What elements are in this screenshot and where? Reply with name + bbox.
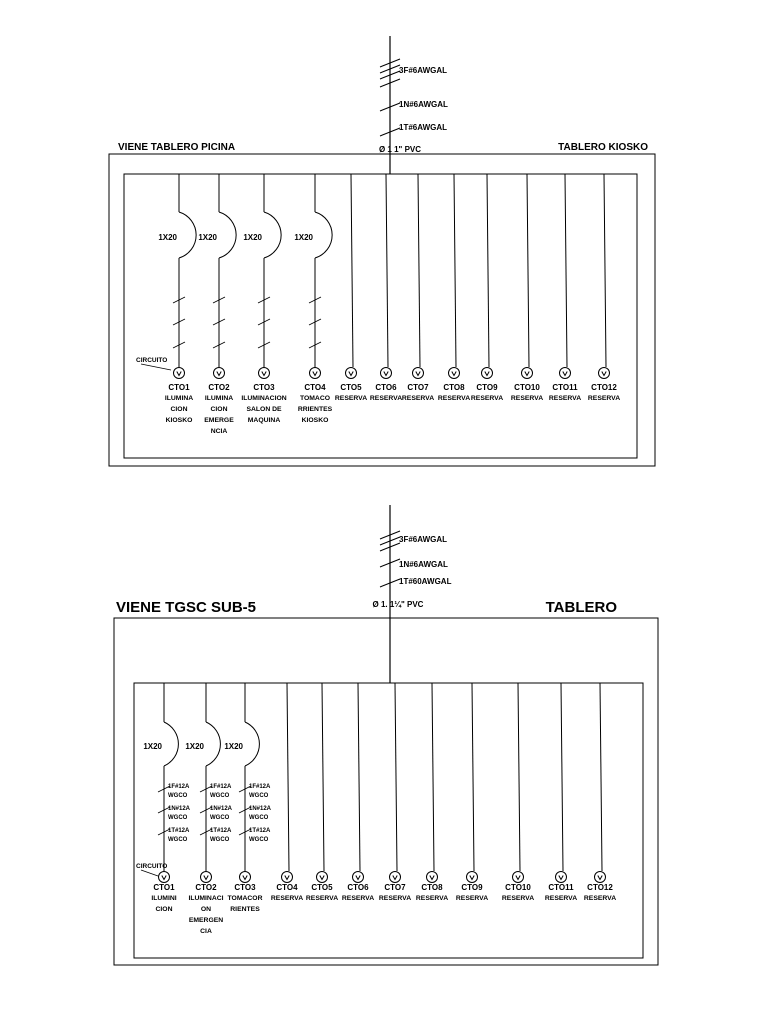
circuit-description: ILUMINA	[204, 395, 234, 402]
circuit-id: CTO4	[304, 383, 326, 392]
wire-label: 1T#12A	[168, 828, 190, 834]
branch-line	[561, 683, 563, 871]
circuit-header-label: CIRCUITO	[136, 863, 168, 870]
circuit-cto10	[511, 174, 543, 402]
branch-line	[351, 174, 353, 367]
circuit-id: CTO8	[443, 383, 465, 392]
circuit-id: CTO1	[168, 383, 190, 392]
circuit-description: RESERVA	[470, 395, 504, 402]
circuit-cto12	[584, 683, 616, 902]
branch-line	[358, 683, 360, 871]
breaker-rating: 1X20	[294, 233, 313, 242]
panel-1	[109, 36, 655, 466]
branch-line	[487, 174, 489, 367]
branch-line	[322, 683, 324, 871]
circuit-terminal-circle	[595, 872, 606, 883]
circuit-description: KIOSKO	[301, 417, 329, 424]
circuit-terminal-circle	[556, 872, 567, 883]
wire-label: 1N#12A	[168, 806, 191, 812]
circuit-description: SALON DE	[246, 406, 282, 413]
circuit-terminal-circle	[310, 368, 321, 379]
circuit-cto7	[379, 683, 411, 902]
wire-label: WGCO	[210, 837, 230, 843]
circuit-description: RESERVA	[544, 895, 578, 902]
feeder-conductor-label: 1N#6AWGAL	[399, 100, 448, 109]
branch-line	[518, 683, 520, 871]
circuit-cto5	[335, 174, 367, 402]
circuit-cto5	[306, 683, 338, 902]
circuit-terminal-circle	[317, 872, 328, 883]
feeder-conductor-label: 1N#6AWGAL	[399, 560, 448, 569]
wire-label: WGCO	[249, 793, 269, 799]
circuit-terminal-circle	[513, 872, 524, 883]
circuit-cto6	[342, 683, 374, 902]
wire-label: 1F#12A	[249, 784, 271, 790]
wire-label: 1F#12A	[168, 784, 190, 790]
circuit-id: CTO5	[340, 383, 362, 392]
circuit-terminal-circle	[174, 368, 185, 379]
circuit-terminal-circle	[282, 872, 293, 883]
breaker-symbol	[264, 212, 281, 258]
outer-frame	[114, 618, 658, 965]
circuit-description: RESERVA	[341, 895, 375, 902]
circuit-id: CTO8	[421, 883, 443, 892]
branch-line	[395, 683, 397, 871]
breaker-symbol	[179, 212, 196, 258]
circuit-terminal-circle	[413, 368, 424, 379]
arrow-down-icon	[162, 876, 166, 880]
circuit-description: ILUMINI	[151, 895, 177, 902]
circuit-description: RESERVA	[510, 395, 544, 402]
circuit-id: CTO4	[276, 883, 298, 892]
circuit-description: CION	[155, 906, 173, 913]
breaker-symbol	[164, 722, 178, 766]
arrow-down-icon	[204, 876, 208, 880]
circuit-terminal-circle	[560, 368, 571, 379]
circuit-description: RESERVA	[583, 895, 617, 902]
breaker-rating: 1X20	[198, 233, 217, 242]
circuit-header-leader	[141, 364, 171, 370]
breaker-symbol	[245, 722, 259, 766]
arrow-down-icon	[349, 372, 353, 376]
circuit-id: CTO3	[253, 383, 275, 392]
circuit-terminal-circle	[353, 872, 364, 883]
breaker-symbol	[206, 722, 220, 766]
circuit-cto9	[471, 174, 503, 402]
circuit-description: EMERGE	[204, 417, 234, 424]
circuit-id: CTO5	[311, 883, 333, 892]
feeder-conductor-label: 1T#60AWGAL	[399, 577, 452, 586]
circuit-terminal-circle	[449, 368, 460, 379]
circuit-description: CION	[210, 406, 228, 413]
wire-label: 1N#12A	[210, 806, 233, 812]
arrow-down-icon	[485, 372, 489, 376]
circuit-id: CTO9	[461, 883, 483, 892]
circuit-cto6	[370, 174, 402, 402]
circuit-cto7	[402, 174, 434, 402]
circuit-description: RESERVA	[501, 895, 535, 902]
circuit-id: CTO7	[384, 883, 406, 892]
panel-name-title: TABLERO	[545, 599, 617, 616]
circuit-cto9	[456, 683, 488, 902]
branch-line	[600, 683, 602, 871]
circuit-cto3	[224, 683, 271, 913]
feeder-conductor-label: 1T#6AWGAL	[399, 123, 448, 132]
arrow-down-icon	[262, 372, 266, 376]
circuit-terminal-circle	[201, 872, 212, 883]
circuit-description: RRIENTES	[297, 406, 333, 413]
arrow-down-icon	[516, 876, 520, 880]
branch-line	[418, 174, 420, 367]
wire-label: WGCO	[168, 815, 188, 821]
circuit-cto11	[549, 174, 581, 402]
circuit-terminal-circle	[427, 872, 438, 883]
circuit-description: CION	[170, 406, 188, 413]
arrow-down-icon	[416, 372, 420, 376]
breaker-rating: 1X20	[143, 742, 162, 751]
circuit-id: CTO6	[347, 883, 369, 892]
branch-line	[454, 174, 456, 367]
arrow-down-icon	[384, 372, 388, 376]
circuit-id: CTO10	[505, 883, 531, 892]
circuit-description: RESERVA	[548, 395, 582, 402]
circuit-id: CTO1	[153, 883, 175, 892]
circuit-id: CTO12	[587, 883, 613, 892]
branch-line	[527, 174, 529, 367]
circuit-id: CTO3	[234, 883, 256, 892]
circuit-description: RIENTES	[230, 906, 260, 913]
circuit-id: CTO2	[208, 383, 230, 392]
conduit-label: Ø 1. 1¼" PVC	[372, 600, 424, 609]
circuit-description: ON	[200, 906, 212, 913]
circuit-id: CTO2	[195, 883, 217, 892]
circuit-terminal-circle	[522, 368, 533, 379]
branch-line	[432, 683, 434, 871]
circuit-id: CTO9	[476, 383, 498, 392]
circuit-description: RESERVA	[270, 895, 304, 902]
circuit-description: NCIA	[210, 428, 228, 435]
arrow-down-icon	[559, 876, 563, 880]
feeder-conductor-label: 3F#6AWGAL	[399, 535, 448, 544]
wire-label: WGCO	[168, 837, 188, 843]
circuit-description: RESERVA	[401, 395, 435, 402]
arrow-down-icon	[525, 372, 529, 376]
circuit-description: EMERGEN	[188, 917, 224, 924]
circuit-id: CTO6	[375, 383, 397, 392]
arrow-down-icon	[598, 876, 602, 880]
circuit-terminal-circle	[240, 872, 251, 883]
wire-label: WGCO	[249, 815, 269, 821]
circuit-description: CIA	[200, 928, 212, 935]
branch-line	[604, 174, 606, 367]
panel-source-title: VIENE TABLERO PICINA	[118, 142, 236, 153]
circuit-id: CTO7	[407, 383, 429, 392]
arrow-down-icon	[563, 372, 567, 376]
wire-label: 1N#12A	[249, 806, 272, 812]
circuit-description: RESERVA	[587, 395, 621, 402]
circuit-cto1	[143, 683, 190, 913]
circuit-cto11	[545, 683, 577, 902]
circuit-description: RESERVA	[378, 895, 412, 902]
circuit-terminal-circle	[390, 872, 401, 883]
circuit-terminal-circle	[346, 368, 357, 379]
arrow-down-icon	[313, 372, 317, 376]
inner-frame	[124, 174, 637, 458]
breaker-rating: 1X20	[158, 233, 177, 242]
circuit-terminal-circle	[467, 872, 478, 883]
circuit-description: ILUMINACI	[188, 895, 224, 902]
arrow-down-icon	[177, 372, 181, 376]
circuit-description: RESERVA	[369, 395, 403, 402]
breaker-symbol	[219, 212, 236, 258]
panel-2	[114, 505, 658, 965]
circuit-id: CTO11	[548, 883, 574, 892]
circuit-header-label: CIRCUITO	[136, 357, 168, 364]
arrow-down-icon	[452, 372, 456, 376]
arrow-down-icon	[356, 876, 360, 880]
arrow-down-icon	[243, 876, 247, 880]
circuit-id: CTO10	[514, 383, 540, 392]
wire-label: 1T#12A	[210, 828, 232, 834]
circuit-description: RESERVA	[334, 395, 368, 402]
circuit-terminal-circle	[599, 368, 610, 379]
circuit-description: RESERVA	[455, 895, 489, 902]
circuit-cto10	[502, 683, 534, 902]
circuit-description: TOMACOR	[227, 895, 263, 902]
circuit-header-leader	[141, 870, 158, 876]
circuit-cto8	[416, 683, 448, 902]
circuit-terminal-circle	[381, 368, 392, 379]
wire-label: WGCO	[168, 793, 188, 799]
circuit-terminal-circle	[259, 368, 270, 379]
circuit-cto1	[158, 174, 196, 424]
circuit-terminal-circle	[482, 368, 493, 379]
arrow-down-icon	[470, 876, 474, 880]
arrow-down-icon	[430, 876, 434, 880]
circuit-cto4	[294, 174, 332, 424]
circuit-description: ILUMINACION	[241, 395, 287, 402]
breaker-rating: 1X20	[185, 742, 204, 751]
breaker-rating: 1X20	[243, 233, 262, 242]
circuit-terminal-circle	[159, 872, 170, 883]
arrow-down-icon	[602, 372, 606, 376]
circuit-description: RESERVA	[305, 895, 339, 902]
panel-source-title: VIENE TGSC SUB-5	[116, 599, 257, 616]
circuit-cto8	[438, 174, 470, 402]
branch-line	[472, 683, 474, 871]
circuit-description: MAQUINA	[247, 417, 281, 424]
branch-line	[287, 683, 289, 871]
arrow-down-icon	[320, 876, 324, 880]
circuit-cto2	[185, 683, 232, 935]
circuit-description: TOMACO	[299, 395, 331, 402]
circuit-description: ILUMINA	[164, 395, 194, 402]
circuit-id: CTO11	[552, 383, 578, 392]
panel-name-title: TABLERO KIOSKO	[558, 142, 648, 153]
wire-label: WGCO	[210, 815, 230, 821]
circuit-description: RESERVA	[415, 895, 449, 902]
circuit-description: KIOSKO	[165, 417, 193, 424]
circuit-description: RESERVA	[437, 395, 471, 402]
wire-label: 1F#12A	[210, 784, 232, 790]
feeder-conductor-label: 3F#6AWGAL	[399, 66, 448, 75]
arrow-down-icon	[285, 876, 289, 880]
circuit-id: CTO12	[591, 383, 617, 392]
conduit-label: Ø 1 1" PVC	[378, 145, 422, 154]
circuit-cto3	[241, 174, 286, 424]
branch-line	[386, 174, 388, 367]
circuit-cto4	[271, 683, 303, 902]
circuit-cto12	[588, 174, 620, 402]
breaker-rating: 1X20	[224, 742, 243, 751]
breaker-symbol	[315, 212, 332, 258]
branch-line	[565, 174, 567, 367]
circuit-cto2	[198, 174, 236, 435]
wire-label: WGCO	[210, 793, 230, 799]
arrow-down-icon	[393, 876, 397, 880]
arrow-down-icon	[217, 372, 221, 376]
wire-label: WGCO	[249, 837, 269, 843]
wire-label: 1T#12A	[249, 828, 271, 834]
circuit-terminal-circle	[214, 368, 225, 379]
